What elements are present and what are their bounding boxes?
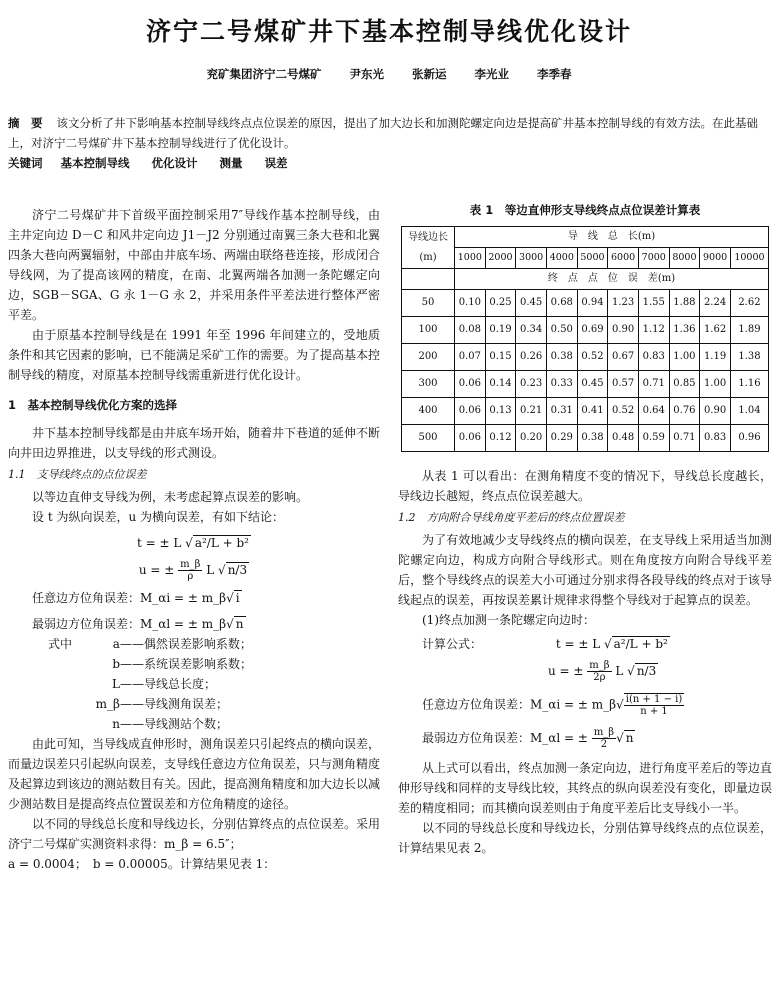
- table-cell: 0.23: [516, 371, 547, 398]
- table-row: [402, 344, 769, 371]
- table-header-length: 8000: [669, 248, 700, 269]
- formula-label: 任意边方位角误差：: [422, 697, 531, 712]
- table-row: [402, 371, 769, 398]
- def-symbol: m_β: [95, 697, 120, 711]
- formula-radicand: n/3: [227, 563, 248, 577]
- table-cell: 0.10: [455, 290, 486, 317]
- table-cell: 0.07: [455, 344, 486, 371]
- table-cell: 1.16: [730, 371, 768, 398]
- table-row-edge: 400: [402, 398, 455, 425]
- def-symbol: a: [112, 637, 120, 651]
- table-cell: 0.71: [638, 371, 669, 398]
- formula-t: t = ± L √ a²/L + b²: [137, 536, 249, 550]
- left-column: [8, 205, 380, 874]
- abstract-block: [8, 113, 768, 173]
- table-cell: 2.62: [730, 290, 768, 317]
- numerator: m_β: [180, 559, 201, 570]
- table-cell: 0.06: [455, 425, 486, 452]
- paragraph: a = 0.0004； b = 0.00005。计算结果见表 1：: [8, 857, 276, 871]
- table-cell: 0.14: [485, 371, 516, 398]
- table-cell: 0.38: [546, 344, 577, 371]
- table-cell: 0.33: [546, 371, 577, 398]
- table-cell: 0.67: [608, 344, 639, 371]
- formula-text: M_αl = ± m_β: [140, 617, 227, 631]
- table-cell: 0.57: [608, 371, 639, 398]
- table-cell: 0.41: [577, 398, 608, 425]
- def-symbol: n: [112, 717, 120, 731]
- table-cell: 1.19: [700, 344, 731, 371]
- table-cell: 0.85: [669, 371, 700, 398]
- table-cell: 1.00: [700, 371, 731, 398]
- formula-text: u = ±: [548, 664, 584, 678]
- formula-radicand: i: [235, 591, 240, 605]
- formula-line: 任意边方位角误差：M_αi = ± m_β√ $\frac{i(n + 1 - i)}{n + 1}$: [422, 694, 683, 717]
- formula-t: 计算公式： t = ± L √ a²/L + b²: [422, 637, 668, 651]
- table-row-edge: 300: [402, 371, 455, 398]
- def-text: ——导线总长度；: [120, 677, 217, 691]
- table-cell: 0.38: [577, 425, 608, 452]
- table-cell: 1.38: [730, 344, 768, 371]
- table-header-length: 4000: [546, 248, 577, 269]
- author-name: 李光业: [474, 67, 510, 81]
- formula-u: u = ± $\frac{m\_\beta}{\rho}$ L √ n/3: [138, 559, 248, 582]
- formula-text: t = ± L: [555, 637, 601, 651]
- table-cell: 0.76: [669, 398, 700, 425]
- table-caption: 表 1 等边直伸形支导线终点点位误差计算表: [469, 203, 701, 217]
- formula-fraction: [178, 559, 202, 582]
- section-heading: 1 基本控制导线优化方案的选择: [8, 398, 177, 412]
- symbol-definitions: [8, 634, 380, 734]
- table-cell: 0.96: [730, 425, 768, 452]
- def-text: ——导线测站个数；: [120, 717, 229, 731]
- table-header-length: 7000: [638, 248, 669, 269]
- formula-radicand: n: [625, 731, 634, 745]
- paragraph: (1)终点加测一条陀螺定向边时：: [422, 613, 595, 627]
- formula-line: 任意边方位角误差：M_αi = ± m_β√ i: [32, 591, 240, 605]
- denominator: 2ρ: [593, 672, 606, 683]
- formula-text: L: [206, 563, 215, 577]
- formula-label: 任意边方位角误差：: [32, 591, 141, 605]
- formula-radicand: n/3: [636, 664, 657, 678]
- formula-line: 最弱边方位角误差：M_αl = ± $\frac{m\_\beta}{2}$ √ n: [422, 727, 634, 750]
- table-header-length: 1000: [455, 248, 486, 269]
- table-cell: 0.90: [608, 317, 639, 344]
- table-cell: 0.94: [577, 290, 608, 317]
- table-cell: 1.55: [638, 290, 669, 317]
- table-cell: 0.83: [638, 344, 669, 371]
- table-cell: 1.23: [608, 290, 639, 317]
- formula-radicand: n: [235, 617, 244, 631]
- formula-u: u = ± $\frac{m\_\beta}{2\rho}$ L √ n/3: [548, 660, 657, 683]
- formula-fraction: [592, 727, 616, 750]
- table-row: [402, 290, 769, 317]
- paragraph: 为了有效地减少支导线终点的横向误差，在支导线上采用适当加测陀螺定向边，构成方向附合导线形式。则在角度按方向附合导线平差后，整个导线终点的误差大小可通过分别求得各段导线的终点对于该导线起点的误差，再按误差累计规律求得整个导线对于起算点的误差。: [398, 533, 772, 607]
- table-header-length: 2000: [485, 248, 516, 269]
- formula-label: 最弱边方位角误差：: [32, 617, 141, 631]
- table-cell: 0.45: [516, 290, 547, 317]
- table-cell: 0.19: [485, 317, 516, 344]
- defs-lead: 式中: [48, 637, 73, 651]
- formula-label: 最弱边方位角误差：: [422, 731, 531, 745]
- table-cell: 0.21: [516, 398, 547, 425]
- table-cell: 0.25: [485, 290, 516, 317]
- table-row: [402, 398, 769, 425]
- error-table: [401, 226, 769, 452]
- paragraph: 由于原基本控制导线是在 1991 年至 1996 年间建立的，受地质条件和其它因素的影响，已不能满足采矿工作的需要。为了提高基本控制导线的精度，对原基本控制导线需重新进行优化设计。: [8, 328, 381, 382]
- table-cell: 0.59: [638, 425, 669, 452]
- table-header-length: 9000: [700, 248, 731, 269]
- table-cell: 0.15: [485, 344, 516, 371]
- right-column: [398, 200, 772, 858]
- table-cell: 2.24: [700, 290, 731, 317]
- table-cell: 0.06: [455, 371, 486, 398]
- table-cell: 0.20: [516, 425, 547, 452]
- table-row-edge: 500: [402, 425, 455, 452]
- paragraph: 由此可知，当导线成直伸形时，测角误差只引起终点的横向误差，而量边误差只引起纵向误差，支导线任意边方位角误差，只与测角精度及起算边到该边的测站数目有关。因此，提高测角精度和加大边长以减少测站数目是提高终点位置误差和方位角精度的途径。: [8, 737, 381, 811]
- table-cell: 1.62: [700, 317, 731, 344]
- table-cell: 0.64: [638, 398, 669, 425]
- keyword: 优化设计: [151, 156, 198, 170]
- denominator: n + 1: [640, 706, 668, 717]
- table-row-edge: 50: [402, 290, 455, 317]
- formula-radicand: a²/L + b²: [613, 637, 668, 651]
- def-symbol: L: [112, 677, 120, 691]
- formula-text: t = ± L: [137, 536, 182, 550]
- author-name: 李季春: [537, 67, 572, 81]
- author-name: 张新运: [412, 67, 447, 81]
- paragraph: 从表 1 可以看出：在测角精度不变的情况下，导线总长度越长，导线边长越短，终点点位误差越大。: [398, 469, 772, 503]
- table-header-length: 6000: [608, 248, 639, 269]
- paragraph: 济宁二号煤矿井下首级平面控制采用7″导线作基本控制导线，由主井定向边 D－C 和风井定向边 J1－J2 分别通过南翼三条大巷和北翼四条大巷向两翼辐射，中部由井底车场、两端由联络巷连接，形成闭合导线网，为了提高该网的精度，在南、北翼两端各加测一条陀螺定向边，SGB－SGA、G 永 1－G 永 2，并采用条件平差法进行整体严密平差。: [8, 208, 381, 322]
- abstract-label: 摘 要: [8, 116, 43, 130]
- table-cell: [402, 269, 455, 290]
- formula-text: L: [615, 664, 624, 678]
- table-cell: 0.29: [546, 425, 577, 452]
- table-cell: 0.34: [516, 317, 547, 344]
- affiliation: 兖矿集团济宁二号煤矿: [206, 67, 322, 81]
- table-header-length: 3000: [516, 248, 547, 269]
- table-cell: 0.50: [546, 317, 577, 344]
- paragraph: 从上式可以看出，终点加测一条定向边，进行角度平差后的等边直伸形导线和同样的支导线比较，其终点的纵向误差没有变化，即量边误差的精度相同；而其横向误差则由于角度平差后比支导线小一半。: [398, 761, 772, 815]
- table-cell: 0.52: [577, 344, 608, 371]
- table-cell: 0.06: [455, 398, 486, 425]
- table-top-header: 导 线 总 长(m): [455, 227, 769, 248]
- keyword: 测量: [219, 156, 243, 170]
- table-cell: 0.12: [485, 425, 516, 452]
- table-cell: 0.69: [577, 317, 608, 344]
- table-cell: 0.71: [669, 425, 700, 452]
- subsection-heading: 1.2 方向附合导线角度平差后的终点位置误差: [398, 511, 625, 524]
- formula-label: 计算公式：: [422, 637, 483, 651]
- formula-text: M_αi = ± m_β: [140, 591, 227, 605]
- table-cell: 0.68: [546, 290, 577, 317]
- def-text: ——系统误差影响系数；: [120, 657, 253, 671]
- formula-text: M_αi = ± m_β: [530, 697, 617, 712]
- table-cell: 0.45: [577, 371, 608, 398]
- formula-fraction: [624, 693, 684, 717]
- numerator: m_β: [593, 727, 615, 738]
- table-cell: 0.48: [608, 425, 639, 452]
- paper-title: 济宁二号煤矿井下基本控制导线优化设计: [145, 17, 632, 46]
- numerator: i(n + 1 − i): [625, 694, 683, 705]
- formula-text: M_αl = ±: [530, 731, 588, 745]
- formula-fraction: [587, 660, 611, 683]
- table-cell: 0.83: [700, 425, 731, 452]
- table-row: [402, 425, 769, 452]
- table-cell: 1.88: [669, 290, 700, 317]
- def-text: ——导线测角误差；: [120, 697, 229, 711]
- table-row: [402, 317, 769, 344]
- table-header-length: 5000: [577, 248, 608, 269]
- formula-line: 最弱边方位角误差：M_αl = ± m_β√ n: [32, 617, 244, 631]
- table-cell: 1.04: [730, 398, 768, 425]
- table-cell: 0.31: [546, 398, 577, 425]
- table-corner: 导线边长(m): [402, 227, 455, 269]
- denominator: 2: [600, 739, 608, 750]
- table-row-edge: 200: [402, 344, 455, 371]
- subsection-heading: 1.1 支导线终点的点位误差: [8, 468, 147, 481]
- author-name: 尹东光: [349, 67, 384, 81]
- paragraph: 以不同的导线总长度和导线边长，分别估算导线终点的点位误差，计算结果见表 2。: [398, 821, 772, 855]
- def-symbol: b: [112, 657, 120, 671]
- numerator: m_β: [589, 660, 610, 671]
- keyword: 误差: [264, 156, 288, 170]
- paragraph: 以不同的导线总长度和导线边长，分别估算终点的点位误差。采用济宁二号煤矿实测资料求得：m_β = 6.5″；: [8, 817, 381, 851]
- keywords-line: [8, 153, 768, 173]
- table-cell: 1.89: [730, 317, 768, 344]
- authors-line: [0, 66, 778, 82]
- paragraph: 以等边直伸支导线为例，未考虑起算点误差的影响。: [32, 490, 309, 504]
- keywords-label: 关键词: [8, 156, 43, 170]
- table-cell: 1.12: [638, 317, 669, 344]
- denominator: ρ: [187, 571, 194, 582]
- formula-radicand: a²/L + b²: [194, 536, 249, 550]
- abstract-text: 该文分析了井下影响基本控制导线终点点位误差的原因，提出了加大边长和加测陀螺定向边是提高矿井基本控制导线的有效方法。在此基础上，对济宁二号煤矿井下基本控制导线进行了优化设计。: [8, 116, 758, 150]
- table-cell: 0.26: [516, 344, 547, 371]
- paragraph: 设 t 为纵向误差，u 为横向误差，有如下结论：: [32, 510, 284, 524]
- paragraph: 井下基本控制导线都是由井底车场开始，随着井下巷道的延伸不断向井田边界推进，以支导线的形式测设。: [8, 426, 381, 460]
- table-cell: 1.00: [669, 344, 700, 371]
- table-cell: 0.08: [455, 317, 486, 344]
- table-mid-header: 终 点 点 位 误 差(m): [455, 269, 769, 290]
- table-cell: 1.36: [669, 317, 700, 344]
- table-header-length: 10000: [730, 248, 768, 269]
- keyword: 基本控制导线: [60, 156, 130, 170]
- formula-text: u = ±: [138, 563, 175, 577]
- table-cell: 0.90: [700, 398, 731, 425]
- table-row-edge: 100: [402, 317, 455, 344]
- table-cell: 0.52: [608, 398, 639, 425]
- def-text: ——偶然误差影响系数；: [119, 637, 252, 651]
- table-cell: 0.13: [485, 398, 516, 425]
